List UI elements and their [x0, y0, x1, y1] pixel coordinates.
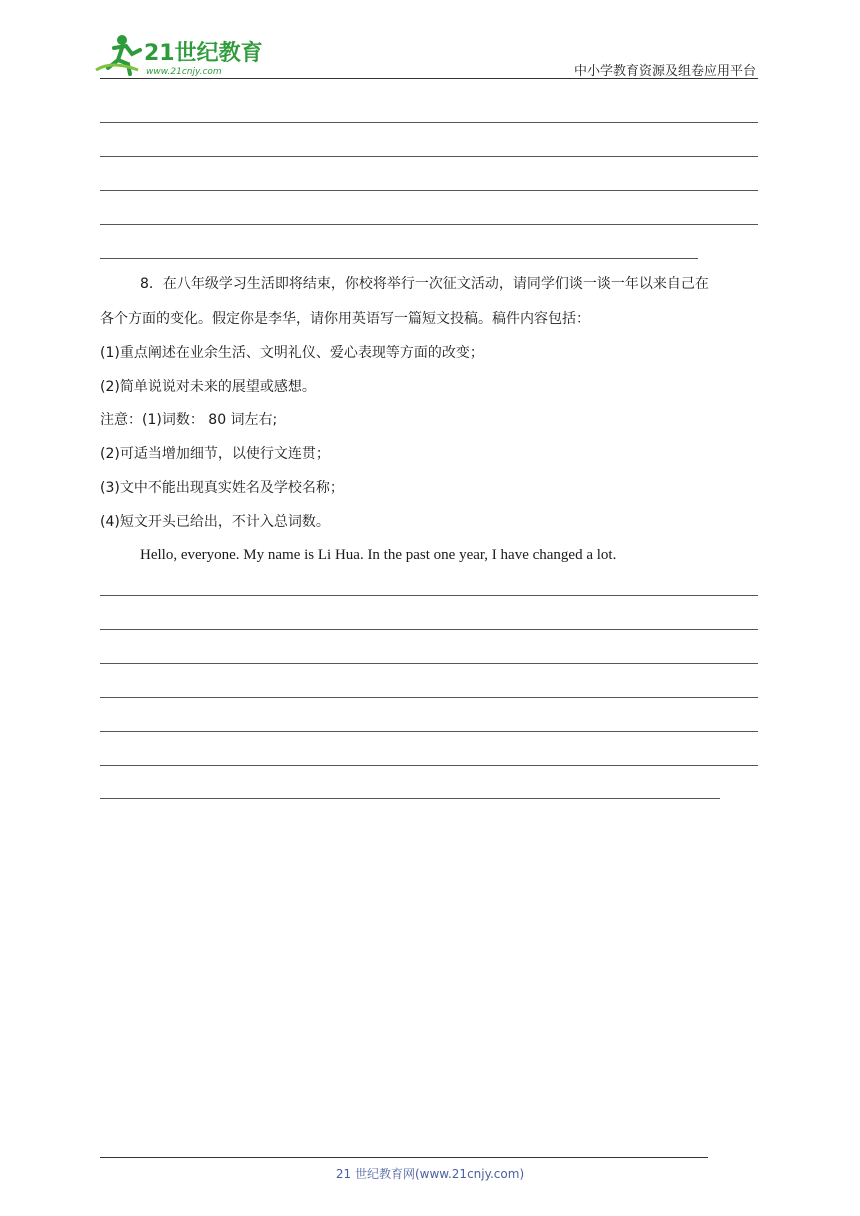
answer-line [100, 156, 758, 157]
note-item: 注意：(1)词数： 80 词左右; [100, 412, 278, 428]
answer-line [100, 629, 758, 630]
note-item: (3)文中不能出现真实姓名及学校名称； [100, 480, 344, 496]
answer-line [100, 697, 758, 698]
question-prompt: 8．在八年级学习生活即将结束，你校将举行一次征文活动，请同学们谈一谈一年以来自己在 [140, 276, 709, 292]
question-prompt-cont: 各个方面的变化。假定你是李华，请你用英语写一篇短文投稿。稿件内容包括： [100, 311, 590, 327]
footer-source: 21 世纪教育网(www.21cnjy.com) [335, 1167, 525, 1181]
answer-line [100, 224, 758, 225]
platform-title: 中小学教育资源及组卷应用平台 [573, 64, 756, 79]
answer-line [100, 731, 758, 732]
site-logo [92, 30, 262, 80]
answer-line [100, 765, 758, 766]
answer-line [100, 595, 758, 596]
requirement-point: (2)简单说说对未来的展望或感想。 [100, 379, 316, 395]
svg-text:www.21cnjy.com: www.21cnjy.com [146, 67, 222, 77]
requirement-point: (1)重点阐述在业余生活、文明礼仪、爱心表现等方面的改变； [100, 345, 484, 361]
note-item: (4)短文开头已给出，不计入总词数。 [100, 514, 330, 530]
note-item: (2)可适当增加细节，以使行文连贯； [100, 446, 330, 462]
answer-line [100, 190, 758, 191]
header-divider [100, 78, 758, 79]
answer-line [100, 258, 698, 259]
essay-opening: Hello, everyone. My name is Li Hua. In the past one year, I have changed a lot. [140, 547, 617, 563]
answer-line [100, 798, 720, 799]
svg-text:21世纪教育: 21世纪教育 [144, 41, 262, 66]
footer-divider [100, 1157, 708, 1158]
answer-line [100, 663, 758, 664]
answer-line [100, 122, 758, 123]
